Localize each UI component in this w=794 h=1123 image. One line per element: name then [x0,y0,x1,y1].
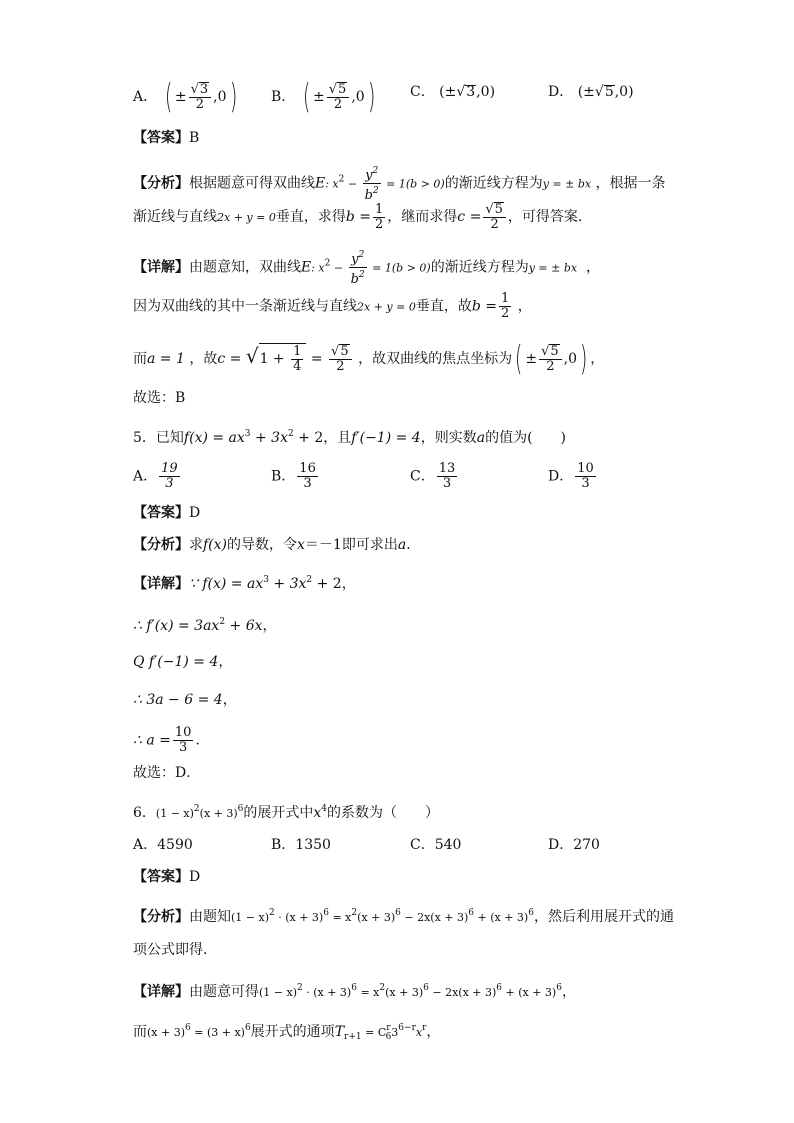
q4-analysis-line-1: 【分析】根据题意可得双曲线E: $x^2$ − $\frac{y^2}{b^2}$ = 1(b > 0)的渐近线方程为y = ± bx ，根据一条 [133,166,666,203]
q6-detail-line-1: 【详解】由题意可得$(1 - x)^2 \cdot (x + 3)^6 = x^2(x + 3)^6 - 2x(x + 3)^6 + (x + 3)^6$， [133,983,576,1000]
fraction: $\frac{16}{3}$ [299,461,316,491]
option-label: B． [271,89,296,105]
q6-option-d: D．270 [548,837,600,853]
q6-detail-line-2: 而$(x + 3)^6 = (3 + x)^6$展开式的通项$T_{r+1} = C^r_63^{6-r}x^r$， [133,1023,441,1042]
q4-option-c: C． (±√3,0) [410,84,496,100]
q5-option-d: D． $\frac{10}{3}$ [548,461,594,491]
q6-analysis-line-1: 【分析】由题知$(1 - x)^2 \cdot (x + 3)^6 = x^2(x + 3)^6 - 2x(x + 3)^6 + (x + 3)^6$，然后利用展开式的通 [133,908,674,925]
fraction: $\frac{√5}{2}$ [329,344,352,374]
q6-option-c: C．540 [410,837,462,853]
fraction: $\frac{y^2}{b^2}$ [350,250,365,287]
fraction: $\frac{1}{4}$ [293,343,302,374]
q5-option-c: C． $\frac{13}{3}$ [410,461,456,491]
q5-detail-line-2: ∴ $f'(x) = 3ax^2 + 6x$， [133,617,277,634]
q5-option-b: B． $\frac{16}{3}$ [271,461,316,491]
fraction: $\frac{10}{3}$ [577,461,594,491]
q5-detail-line-3: Q f′(−1) = 4， [133,654,233,670]
q6-answer: 【答案】D [133,869,201,885]
fraction: $\frac{1}{2}$ [375,201,384,232]
q4-detail-line-3: 而a = 1 ，故c = √1 + $\frac{1}{4}$ = $\frac{√5}{2}$ ，故双曲线的焦点坐标为( ± $\frac{√5}{2}$ ,0) ， [133,339,605,379]
fraction: $\frac{19}{3}$ [161,461,178,491]
q6-analysis-line-2: 项公式即得. [133,942,208,958]
q4-detail-line-1: 【详解】由题意知，双曲线E: $x^2$ − $\frac{y^2}{b^2}$ = 1(b > 0)的渐近线方程为y = ± bx ， [133,250,600,287]
fraction: $\frac{√5}{2}$ [327,82,350,112]
q6-option-b: B．1350 [271,837,331,853]
q4-option-d: D． (±√5,0) [548,84,634,100]
q4-answer: 【答案】B [133,130,200,146]
q4-option-b: B． ( ± $\frac{√5}{2}$ ,0) [271,77,375,117]
fraction: $\frac{10}{3}$ [174,725,192,755]
q5-answer: 【答案】D [133,505,201,521]
fraction: $\frac{y^2}{b^2}$ [364,166,379,203]
q4-option-a: A． ( ± $\frac{√3}{2}$ ,0) [133,77,237,117]
q5-stem: 5．已知$f(x) = ax^3 + 3x^2 + 2$，且f′(−1) = 4，则实数a的值为( ) [133,429,567,446]
q5-option-a: A． $\frac{19}{3}$ [133,461,178,491]
q5-detail-line-1: 【详解】∵ $f(x) = ax^3 + 3x^2 + 2$， [133,575,356,592]
q5-detail-line-5: ∴ a = $\frac{10}{3}$ ． [133,725,210,755]
q5-detail-line-4: ∴ 3a − 6 = 4， [133,692,237,708]
q4-choose: 故选：B [133,390,186,406]
q4-analysis-line-2: 渐近线与直线2x + y = 0垂直，求得b = $\frac{1}{2}$ ，继而求得c = $\frac{√5}{2}$ ，可得答案. [133,201,583,232]
option-label: A． [133,89,158,105]
fraction: $\frac{√3}{2}$ [189,82,212,112]
q6-option-a: A．4590 [133,837,193,853]
q4-detail-line-2: 因为双曲线的其中一条渐近线与直线2x + y = 0垂直，故b = $\frac{1}{2}$ ， [133,291,532,321]
q5-analysis: 【分析】求f(x)的导数，令x＝－1即可求出a． [133,537,421,553]
fraction: $\frac{√5}{2}$ [483,202,506,232]
q5-choose: 故选：D． [133,765,201,781]
q6-stem: 6．$(1 - x)^2(x + 3)^6$的展开式中$x^4$的系数为（ ） [133,804,440,821]
fraction: $\frac{1}{2}$ [501,291,510,321]
fraction: $\frac{√5}{2}$ [539,344,562,374]
fraction: $\frac{13}{3}$ [438,461,456,491]
